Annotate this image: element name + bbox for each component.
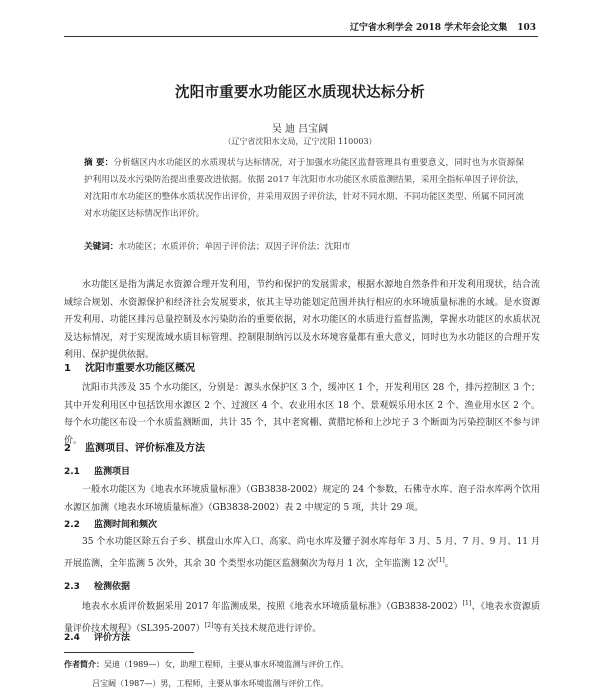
keywords — [84, 239, 524, 256]
section-2-heading — [64, 439, 205, 454]
subsection-2-4-heading — [64, 630, 130, 643]
subsection-2-2-text: 35 个水功能区除五台子乡、棋盘山水库入口、高家、尚屯水库及獾子洞水库每年 3 月、5 月、7 月、9 月、11 月开展监测，全年监测 5 次外，其余 30 个类型水功能区监测频次为每月 1 次，全年监测 12 次 — [64, 537, 540, 569]
intro-paragraph: 水功能区是指为满足水资源合理开发利用，节约和保护的发展需求，根据水源地自然条件和开发利用现状，结合流域综合规划、水资源保护和经济社会发展要求，依其主导功能划定范围并执行相应的水环境质量标准的水域。是水资源开发利用、功能区排污总量控制及水污染防治的重要依据，对水功能区的水质进行监督监测，掌握水功能区的水质状况及达标情况，对于实现流域水质目标管理、控制限制纳污以及水环境容量都有重大意义，同时也为水功能区的合理开发利用、保护提供依据。 — [64, 280, 540, 360]
subsection-2-3-title: 检测依据 — [93, 582, 130, 592]
section-1-number: 1 — [64, 363, 71, 374]
footnote-author-2: 吕宝阔（1987—）男，工程师，主要从事水环境监测与评价工作。 — [92, 679, 329, 688]
keywords-text: 水功能区；水质评价；单因子评价法；双因子评价法；沈阳市 — [118, 242, 351, 252]
subsection-2-2-heading — [64, 517, 157, 530]
running-title: 辽宁省水利学会 2018 学术年会论文集 — [349, 23, 508, 33]
abstract — [84, 155, 524, 223]
affiliation: （辽宁省沈阳水文局，辽宁沈阳 110003） — [223, 137, 377, 146]
subsection-2-1-title: 监测项目 — [93, 467, 130, 477]
paper-title: 沈阳市重要水功能区水质现状达标分析 — [175, 85, 425, 101]
header-rule — [64, 36, 538, 37]
subsection-2-3-text-c: 等有关技术规范进行评价。 — [213, 623, 322, 634]
subsection-2-2-end: 。 — [444, 558, 454, 569]
citation-1b: [1] — [462, 600, 472, 607]
section-1-title: 沈阳市重要水功能区概况 — [84, 363, 195, 374]
subsection-2-2-number: 2.2 — [64, 520, 80, 530]
subsection-2-3-number: 2.3 — [64, 582, 80, 592]
footnote-label: 作者简介： — [64, 659, 104, 669]
subsection-2-4-title: 评价方法 — [93, 633, 130, 643]
page-number: 103 — [517, 23, 536, 33]
subsection-2-1-paragraph: 一般水功能区为《地表水环境质量标准》（GB3838-2002）规定的 24 个参数，石佛寺水库、泡子沿水库两个饮用水源区加测《地表水环境质量标准》（GB3838-2002）表 2 中规定的 5 项，共计 29 项。 — [64, 485, 540, 513]
subsection-2-2-paragraph — [64, 534, 540, 573]
section-2-title: 监测项目、评价标准及方法 — [84, 443, 205, 454]
section-1-paragraph: 沈阳市共涉及 35 个水功能区，分别是：源头水保护区 3 个，缓冲区 1 个，开发利用区 28 个，排污控制区 3 个；其中开发利用区中包括饮用水源区 2 个、过渡区 4 个、农业用水区 18 个、景观娱乐用水区 2 个、渔业用水区 2 个。每个水功能区布设一个水质监测断面，共计 35 个，其中老窝棚、黄腊坨桥和上沙坨子 3 个断面为污染控制区不参与评价。 — [64, 383, 540, 446]
abstract-text: 分析辖区内水功能区的水质现状与达标情况，对于加强水功能区监督管理具有重要意义，同时也为水资源保护利用以及水污染防治提出重要改进依据。依据 2017 年沈阳市水功能区水质监测结果，采用全指标单因子评价法，对沈阳市水功能区的整体水质状况作出评价，并采用双因子评价法，针对不同水期、不同功能区类型、所属不同河流对水功能区达标情况作出评价。 — [84, 158, 524, 219]
subsection-2-3-heading — [64, 579, 130, 592]
subsection-2-3-paragraph — [64, 595, 540, 638]
abstract-label: 摘 要： — [84, 158, 114, 168]
keywords-label: 关键词： — [84, 242, 119, 252]
subsection-2-4-number: 2.4 — [64, 633, 80, 643]
subsection-2-3-text-a: 地表水水质评价数据采用 2017 年监测成果，按照《地表水环境质量标准》（GB3838-2002） — [82, 602, 463, 612]
footnote-rule — [64, 652, 194, 653]
section-2-number: 2 — [64, 443, 71, 454]
citation-2: [2] — [204, 621, 214, 629]
subsection-2-1-number: 2.1 — [64, 467, 80, 477]
subsection-2-3-text-b: 、《地表水资源质量评价技术规程》（SL395-2007） — [64, 602, 540, 634]
section-1-heading — [64, 359, 195, 374]
authors: 吴 迪 吕宝阔 — [271, 124, 329, 135]
citation-1: [1] — [436, 556, 445, 564]
subsection-2-2-title: 监测时间和频次 — [93, 520, 157, 530]
footnote-author-1 — [64, 659, 348, 670]
footnote-author-1-text: 吴迪（1989—）女，助理工程师，主要从事水环境监测与评价工作。 — [104, 660, 349, 669]
subsection-2-1-heading — [64, 464, 130, 477]
running-header — [350, 20, 536, 33]
